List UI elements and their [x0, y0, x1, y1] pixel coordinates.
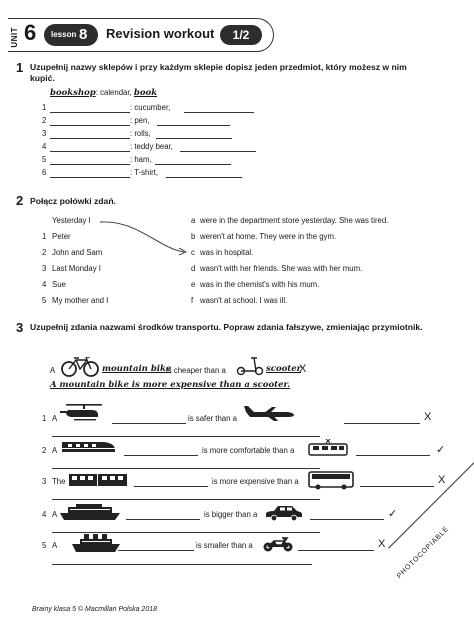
ex2-right-item: was in hospital. [200, 248, 254, 257]
ex2-right-item: was in the chemist's with his mum. [200, 280, 320, 289]
exercise-3-number: 3 [16, 320, 24, 335]
ex3-vehicle-blank[interactable] [360, 486, 434, 487]
ex2-left-number: 2 [42, 248, 47, 257]
ex1-item-number: 2 [42, 116, 47, 125]
ex3-item-number: 5 [42, 541, 47, 550]
ex2-left-number: 5 [42, 296, 47, 305]
ex1-shop-blank[interactable] [50, 177, 130, 178]
ex3-vehicle-blank[interactable] [344, 423, 420, 424]
ex2-left-number: 4 [42, 280, 47, 289]
ex3-item-mark: ✓ [388, 508, 398, 520]
ferry-icon [60, 503, 120, 521]
ex2-right-letter: e [191, 280, 196, 289]
lesson-number: 8 [79, 26, 88, 43]
ex1-shop-blank[interactable] [50, 138, 130, 139]
ex1-item-text: : ham, [130, 155, 152, 164]
ex1-item-blank[interactable] [156, 138, 232, 139]
ex3-item-pre: A [52, 446, 58, 455]
ex1-item-text: : teddy bear, [130, 142, 173, 151]
ex3-item-mid: is safer than a [188, 414, 237, 423]
ex2-left-item: Peter [52, 232, 71, 241]
ex2-right-letter: b [191, 232, 196, 241]
ex1-shop-blank[interactable] [50, 125, 130, 126]
ex3-item-mid: is more comfortable than a [202, 446, 295, 455]
ex3-item-pre: The [52, 477, 66, 486]
exercise-1-number: 1 [16, 60, 24, 75]
ex3-vehicle-blank[interactable] [124, 455, 198, 456]
ex2-right-item: wasn't with her friends. She was with her mum. [200, 264, 363, 273]
ex3-item-mark: X [378, 538, 386, 550]
ex2-left-item: John and Sam [52, 248, 103, 257]
ex3-vehicle-blank[interactable] [112, 423, 186, 424]
ex1-item-number: 4 [42, 142, 47, 151]
ex2-right-letter: f [191, 296, 194, 305]
motorbike-icon [262, 535, 294, 553]
mountain-bike-icon [60, 357, 100, 377]
ex3-vehicle-blank[interactable] [126, 519, 200, 520]
ex3-correction-line[interactable] [52, 499, 320, 500]
ex2-left-example: Yesterday I [52, 216, 91, 225]
ex2-left-number: 3 [42, 264, 47, 273]
ex2-right-letter: d [191, 264, 196, 273]
example-match-arrow [98, 218, 190, 258]
tram-icon [308, 439, 348, 457]
ex3-item-pre: A [52, 510, 58, 519]
ex3-vehicle-blank[interactable] [298, 550, 374, 551]
scooter-icon [236, 356, 264, 376]
ex3-item-mid: is more expensive than a [212, 477, 299, 486]
underground-train-icon [68, 472, 128, 488]
ex3-correction-line[interactable] [52, 468, 320, 469]
unit-number: 6 [24, 20, 37, 45]
bus-icon [308, 470, 354, 490]
ex2-right-letter: a [191, 216, 196, 225]
ex3-example-mid: is cheaper than a [166, 366, 226, 375]
part-badge: 1/2 [220, 25, 262, 45]
ex1-example-item: book [133, 88, 158, 98]
ex3-item-number: 3 [42, 477, 47, 486]
ex3-vehicle-blank[interactable] [310, 519, 384, 520]
ex1-example-shop: bookshop [50, 88, 96, 98]
ex1-item-blank[interactable] [180, 151, 256, 152]
ex1-item-number: 3 [42, 129, 47, 138]
ex1-shop-blank[interactable] [50, 151, 130, 152]
ex3-item-number: 4 [42, 510, 47, 519]
ex3-example-article: A [50, 366, 56, 375]
ex2-left-item: Sue [52, 280, 66, 289]
ex2-right-item: weren't at home. They were in the gym. [200, 232, 337, 241]
ex3-example-mark: X [299, 363, 307, 375]
ex2-left-number: 1 [42, 232, 47, 241]
page-title: Revision workout [106, 26, 215, 41]
exercise-2-instruction: Połącz połówki zdań. [30, 196, 116, 206]
ex3-correction-line[interactable] [52, 436, 320, 437]
ex3-item-number: 2 [42, 446, 47, 455]
ex1-item-blank[interactable] [157, 125, 230, 126]
photocopiable-corner-line [388, 449, 474, 612]
car-icon [264, 505, 304, 521]
helicopter-icon [60, 403, 108, 423]
ship-icon [72, 531, 120, 553]
ex3-vehicle-blank[interactable] [118, 550, 194, 551]
ex1-item-text: : pen, [130, 116, 150, 125]
ex1-item-number: 5 [42, 155, 47, 164]
ex3-item-number: 1 [42, 414, 47, 423]
ex3-vehicle-blank[interactable] [134, 486, 208, 487]
ex1-example-mid: : calendar, [95, 88, 134, 97]
exercise-1-instruction: Uzupełnij nazwy sklepów i przy każdym sklepie dopisz jeden przedmiot, który możesz w nim kupić. [30, 62, 407, 83]
ex3-item-pre: A [52, 541, 58, 550]
ex1-item-number: 6 [42, 168, 47, 177]
ex3-example-vehicle-2: scooter [266, 364, 302, 374]
ex3-item-mark: ✓ [436, 444, 446, 456]
ex3-example-vehicle-1: mountain bike [102, 364, 172, 374]
ex3-item-mid: is smaller than a [196, 541, 253, 550]
ex3-item-mark: X [424, 411, 432, 423]
ex1-item-text: : cucumber, [130, 103, 171, 112]
ex2-right-item: were in the department store yesterday. She was tired. [200, 216, 389, 225]
ex1-item-text: : rolls, [130, 129, 151, 138]
ex2-left-item: My mother and I [52, 296, 109, 305]
ex1-item-number: 1 [42, 103, 47, 112]
exercise-2-number: 2 [16, 193, 24, 208]
plane-icon [244, 404, 296, 422]
lesson-label: lesson [51, 30, 77, 39]
ex1-example [50, 88, 157, 98]
exercise-3-instruction: Uzupełnij zdania nazwami środków transportu. Popraw zdania fałszywe, zmieniając przymiotnik. [30, 322, 423, 332]
ex2-left-item: Last Monday I [52, 264, 101, 273]
ex3-item-mid: is bigger than a [204, 510, 258, 519]
ex3-correction-line[interactable] [52, 564, 312, 565]
ex3-item-pre: A [52, 414, 58, 423]
ex3-example-answer: A mountain bike is more expensive than a scooter. [50, 380, 291, 390]
lesson-badge [44, 24, 98, 46]
train-icon [60, 440, 116, 454]
photocopiable-label: PHOTOCOPIABLE [396, 525, 451, 580]
ex2-right-letter: c [191, 248, 195, 257]
ex1-shop-blank[interactable] [50, 164, 130, 165]
ex1-shop-blank[interactable] [50, 112, 130, 113]
ex1-item-text: : T-shirt, [130, 168, 159, 177]
ex3-item-mark: X [438, 474, 446, 486]
ex1-item-blank[interactable] [155, 164, 231, 165]
footer-copyright: Brainy klasa 5 © Macmillan Polska 2018 [32, 606, 157, 613]
ex1-item-blank[interactable] [166, 177, 242, 178]
ex2-right-item: wasn't at school. I was ill. [200, 296, 288, 305]
ex1-item-blank[interactable] [184, 112, 254, 113]
ex3-vehicle-blank[interactable] [356, 455, 430, 456]
unit-label: UNIT [10, 27, 19, 48]
